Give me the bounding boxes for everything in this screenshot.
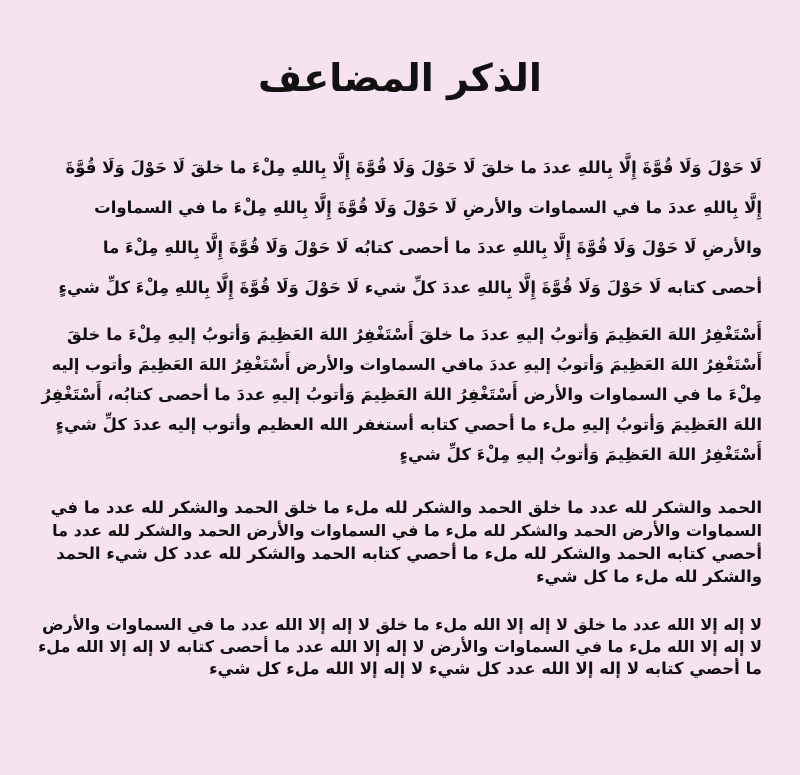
text-line: اللهَ العَظِيمَ وَأتوبُ إليهِ ملء ما أحصي كتابه أستغفر الله العظيم وأتوب إليه عددَ كلِّ شيءٍ (55, 415, 762, 434)
text-line: ما أحصي كتابه لا إله إلا الله عدد كل شيء لا إله إلا الله ملء كل شيء (209, 659, 762, 678)
text-line: لا إله إلا الله ملء ما في السماوات والأرض لا إله إلا الله عدد ما أحصى كتابه لا إله إلا الله ملء (38, 637, 762, 656)
page-title: الذكر المضاعف (258, 56, 542, 100)
dhikr-paragraph-hawqala (38, 148, 762, 308)
text-line: لَا حَوْلَ وَلَا قُوَّةَ إِلَّا بِاللهِ عددَ ما خلقَ لَا حَوْلَ وَلَا قُوَّةَ إِلَّا بِاللهِ مِلْءَ ما خلقَ لَا حَوْلَ وَلَا قُوَّةَ (65, 158, 762, 177)
dhikr-paragraph-tahlil (38, 614, 762, 680)
text-line: إِلَّا بِاللهِ عددَ ما في السماوات والأرضِ لَا حَوْلَ وَلَا قُوَّةَ إِلَّا بِاللهِ مِلْءَ ما في السماوات (94, 198, 762, 217)
text-line: أَسْتَغْفِرُ اللهَ العَظِيمَ وَأتوبُ إليهِ مِلْءَ كلِّ شيءٍ (399, 445, 762, 464)
text-line: أَسْتَغْفِرُ اللهَ العَظِيمَ وَأتوبُ إليهِ عددَ مافي السماوات والأرض أَسْتَغْفِرُ اللهَ العَظِيمَ وأتوب إليه (51, 355, 762, 374)
text-line: أحصي كتابه الحمد والشكر لله ملء ما أحصي كتابه الحمد والشكر لله عدد كل شيء الحمد (56, 544, 762, 563)
text-line: أَسْتَغْفِرُ اللهَ العَظِيمَ وَأتوبُ إليهِ عددَ ما خلقَ أَسْتَغْفِرُ اللهَ العَظِيمَ وَأتوبُ إليهِ مِلْءَ ما خلقَ (66, 325, 762, 344)
dhikr-paragraph-istighfar (38, 320, 762, 470)
text-line: والشكر لله ملء ما كل شيء (536, 567, 762, 586)
dhikr-paragraph-hamd (38, 496, 762, 588)
text-line: والأرضِ لَا حَوْلَ وَلَا قُوَّةَ إِلَّا بِاللهِ عددَ ما أحصى كتابُه لَا حَوْلَ وَلَا قُوَّةَ إِلَّا بِاللهِ مِلْءَ ما (102, 238, 762, 257)
text-line: مِلْءَ ما في السماوات والأرض أَسْتَغْفِرُ اللهَ العَظِيمَ وَأتوبُ إليهِ عددَ ما أحصى كتابُه، أَسْتَغْفِرُ (41, 385, 762, 404)
text-line: الحمد والشكر لله عدد ما خلق الحمد والشكر لله ملء ما خلق الحمد والشكر لله عدد ما في (50, 498, 762, 517)
text-line: السماوات والأرض الحمد والشكر لله ملء ما في السماوات والأرض الحمد والشكر لله عدد ما (52, 521, 762, 540)
text-line: أحصى كتابه لَا حَوْلَ وَلَا قُوَّةَ إِلَّا بِاللهِ عددَ كلِّ شيء لَا حَوْلَ وَلَا قُوَّةَ إِلَّا بِاللهِ مِلْءَ كلِّ شيءٍ (58, 278, 762, 297)
text-line: لا إله إلا الله عدد ما خلق لا إله إلا الله ملء ما خلق لا إله إلا الله عدد ما في السماوات والأرض (42, 615, 762, 634)
